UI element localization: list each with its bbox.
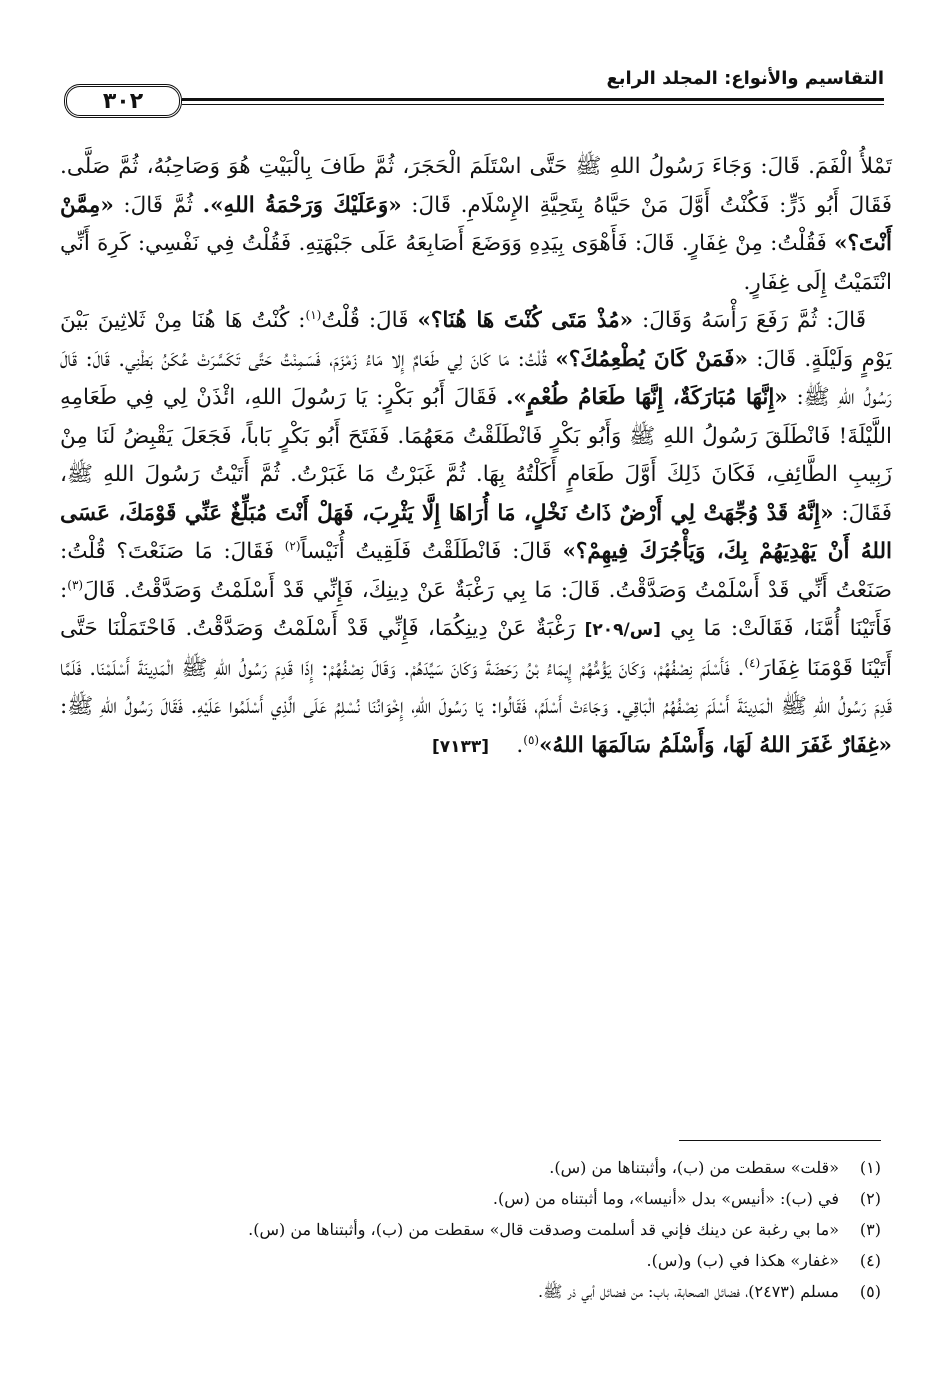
footnote-number: (٢): [859, 1189, 881, 1208]
text-span: .: [516, 732, 524, 758]
footnote-marker: (٥): [523, 732, 540, 747]
footnote-item: [69, 1152, 881, 1183]
footnote-marker: (٣): [67, 577, 84, 592]
footnote-text: «قلت» سقطت من (ب)، وأثبتناها من (س).: [549, 1158, 839, 1177]
text-span: قَالَ: فَانْطَلَقْتُ فَلَقِيتُ أُنَيْساً: [300, 539, 552, 564]
text-span: فَقُلْتُ: مِنْ غِفَارٍ. قَالَ: فَأَهْوَى بِيَدِهِ وَوَضَعَ أَصَابِعَهُ عَلَى جَبْهَتِهِ. فَقُلْتُ فِي نَفْسِي: كَرِهَ أَنِّي انْتَمَيْتُ إِلَى غِفَارٍ.: [60, 231, 892, 295]
text-span: قَالَ: ثُمَّ رَفَعَ رَأْسَهُ وَقَالَ:: [642, 308, 866, 333]
footnote-marker: (٢): [284, 538, 301, 553]
text-span: رَغْبَةٌ عَنْ دِينِكُمَا، فَإِنِّي قَدْ أَسْلَمْتُ وَصَدَّقْتُ. فَاحْتَمَلْنَا حَتَّى أَتَيْنَا قَوْمَنَا غِفَارَ: [60, 616, 892, 681]
paragraph-2: [60, 302, 892, 766]
footnote-number: (٣): [859, 1220, 881, 1239]
footnote-item: [69, 1276, 881, 1307]
text-span: فَقَالَ أَبُو بَكْرٍ: يَا رَسُولَ اللهِ، ائْذَنْ لِي فِي طَعَامِهِ اللَّيْلَةَ! فَانْطَلَقَ رَسُولُ اللهِ ﷺ وَأَبُو بَكْرٍ فَانْطَلَقْتُ مَعَهُمَا. فَفَتَحَ أَبُو بَكْرٍ بَاباً، فَجَعَلَ يَقْبِضُ لَنَا مِنْ زَبِيبِ الطَّائِفِ، فَكَانَ ذَلِكَ أَوَّلَ طَعَامٍ أَكَلْتُهُ بِهَا. ثُمَّ غَبَرْتُ مَا غَبَرْتُ. ثُمَّ أَتَيْتُ رَسُولَ اللهِ ﷺ، فَقَالَ:: [60, 385, 892, 526]
footnote-separator: [679, 1140, 881, 1141]
hadith-number: [٧١٣٣]: [431, 736, 490, 757]
footnote-number: (٥): [859, 1282, 881, 1301]
footnote-item: [69, 1214, 881, 1245]
header-rule: [182, 98, 884, 105]
running-title: التقاسيم والأنواع: المجلد الرابع: [601, 68, 885, 89]
page-header: [64, 68, 884, 128]
main-text: [60, 148, 892, 766]
footnote-text: «غفار» هكذا في (ب) و(س).: [646, 1251, 839, 1270]
paragraph-1: [60, 148, 892, 302]
text-span: ثُمَّ قَالَ:: [123, 192, 193, 218]
prophetic-quote: «إِنَّهُ قَدْ وُجِّهَتْ لِي أَرْضٌ ذَاتُ نَخْلٍ، مَا أُرَاهَا إِلَّا يَثْرِبَ، فَهَلْ أَنْتَ مُبَلِّغٌ عَنِّي قَوْمَكَ، عَسَى اللهُ أَنْ يَهْدِيَهُمْ بِكَ، وَيَأْجُرَكَ فِيهِمْ؟»: [60, 500, 893, 564]
text-span: قُلْتُ: مَا كَانَ لِي طَعَامٌ إِلا مَاءُ زَمْزَمَ، فَسَمِنْتُ حَتَّى تَكَسَّرَتْ عُكَنُ بَطْنِي. قَالَ: قَالَ رَسُولُ اللهِ ﷺ:: [60, 346, 892, 410]
footnote-marker: (١): [305, 307, 322, 322]
prophetic-quote: «إِنَّهَا مُبَارَكَةٌ، إِنَّهَا طَعَامُ طُعْمٍ».: [505, 385, 788, 410]
footnote-text: «ما بي رغبة عن دينك فإني قد أسلمت وصدقت قال» سقطت من (ب)، وأثبتناها من (س).: [248, 1220, 839, 1239]
prophetic-quote: «مُذْ مَتَى كُنْتَ هَا هُنَا؟»: [417, 308, 634, 333]
footnote-item: [69, 1245, 881, 1276]
text-span: فَقَالَ: مَا صَنَعْتَ؟ قُلْتُ: صَنَعْتُ أَنِّي قَدْ أَسْلَمْتُ وَصَدَّقْتُ. قَالَ: مَا بِي رَغْبَةٌ عَنْ دِينِكَ، فَإِنِّي قَدْ أَسْلَمْتُ وَصَدَّقْتُ. قَالَ: [60, 539, 892, 603]
footnotes: [69, 1152, 881, 1307]
text-span: : كُنْتُ هَا هُنَا مِنْ ثَلاثِينَ بَيْنَ يَوْمٍ وَلَيْلَةٍ. قَالَ:: [60, 308, 892, 372]
text-span: قَالَ: قُلْتُ: [321, 308, 409, 333]
footnote-number: (١): [859, 1158, 881, 1177]
manuscript-reference: [س/٢٠٩]: [584, 620, 661, 640]
footnote-marker: (٤): [744, 655, 761, 670]
footnote-text: مسلم (٢٤٧٣)، فضائل الصحابة، باب: من فضائل أبي ذر ﷺ.: [538, 1282, 839, 1301]
footnote-text: في (ب): «أنيس» بدل «أنيسا»، وما أثبتناه من (س).: [492, 1189, 839, 1208]
footnote-item: [69, 1183, 881, 1214]
text-span: تَمْلأُ الْفَمَ. قَالَ: وَجَاءَ رَسُولُ اللهِ ﷺ حَتَّى اسْتَلَمَ الْحَجَرَ، ثُمَّ طَافَ بِالْبَيْتِ هُوَ وَصَاحِبُهُ، ثُمَّ صَلَّى. فَقَالَ أَبُو ذَرٍّ: فَكُنْتُ أَوَّلَ مَنْ حَيَّاهُ بِتَحِيَّةِ الإِسْلَامِ. قَالَ:: [60, 154, 892, 218]
prophetic-quote: «غِفَارٌ غَفَرَ اللهُ لَهَا، وَأَسْلَمُ سَالَمَهَا اللهُ»: [539, 732, 892, 758]
prophetic-quote: «وَعَلَيْكَ وَرَحْمَةُ اللهِ».: [202, 192, 402, 218]
page-number: ٣٠٢: [64, 84, 182, 118]
footnote-number: (٤): [859, 1251, 881, 1270]
prophetic-quote: «فَمَنْ كَانَ يُطْعِمُكَ؟»: [555, 346, 748, 372]
text-span: . فَأَسْلَمَ نِصْفُهُمْ، وَكَانَ يَؤُمُّهُمْ إِيمَاءُ بْنُ رَحَضَةَ وَكَانَ سَيِّدَهُمْ. وَقَالَ نِصْفُهُمْ: إِذَا قَدِمَ رَسُولُ اللهِ ﷺ الْمَدِينَةَ أَسْلَمْنَا. فَلَمَّا قَدِمَ رَسُولُ اللهِ ﷺ الْمَدِينَةَ أَسْلَمَ نِصْفُهُمُ الْبَاقِي. وَجَاءَتْ أَسْلَمُ، فَقَالُوا: يَا رَسُولَ اللهِ، إِخْوَانُنَا نُسْلِمُ عَلَى الَّذِي أَسْلَمُوا عَلَيْهِ. فَقَالَ رَسُولُ اللهِ ﷺ:: [60, 655, 892, 719]
text-span: : فَأَتَيْنَا أُمَّنَا، فَقَالَتْ: مَا بِي: [60, 577, 892, 641]
prophetic-quote: «مِمَّنْ أَنْتَ؟»: [60, 192, 892, 256]
